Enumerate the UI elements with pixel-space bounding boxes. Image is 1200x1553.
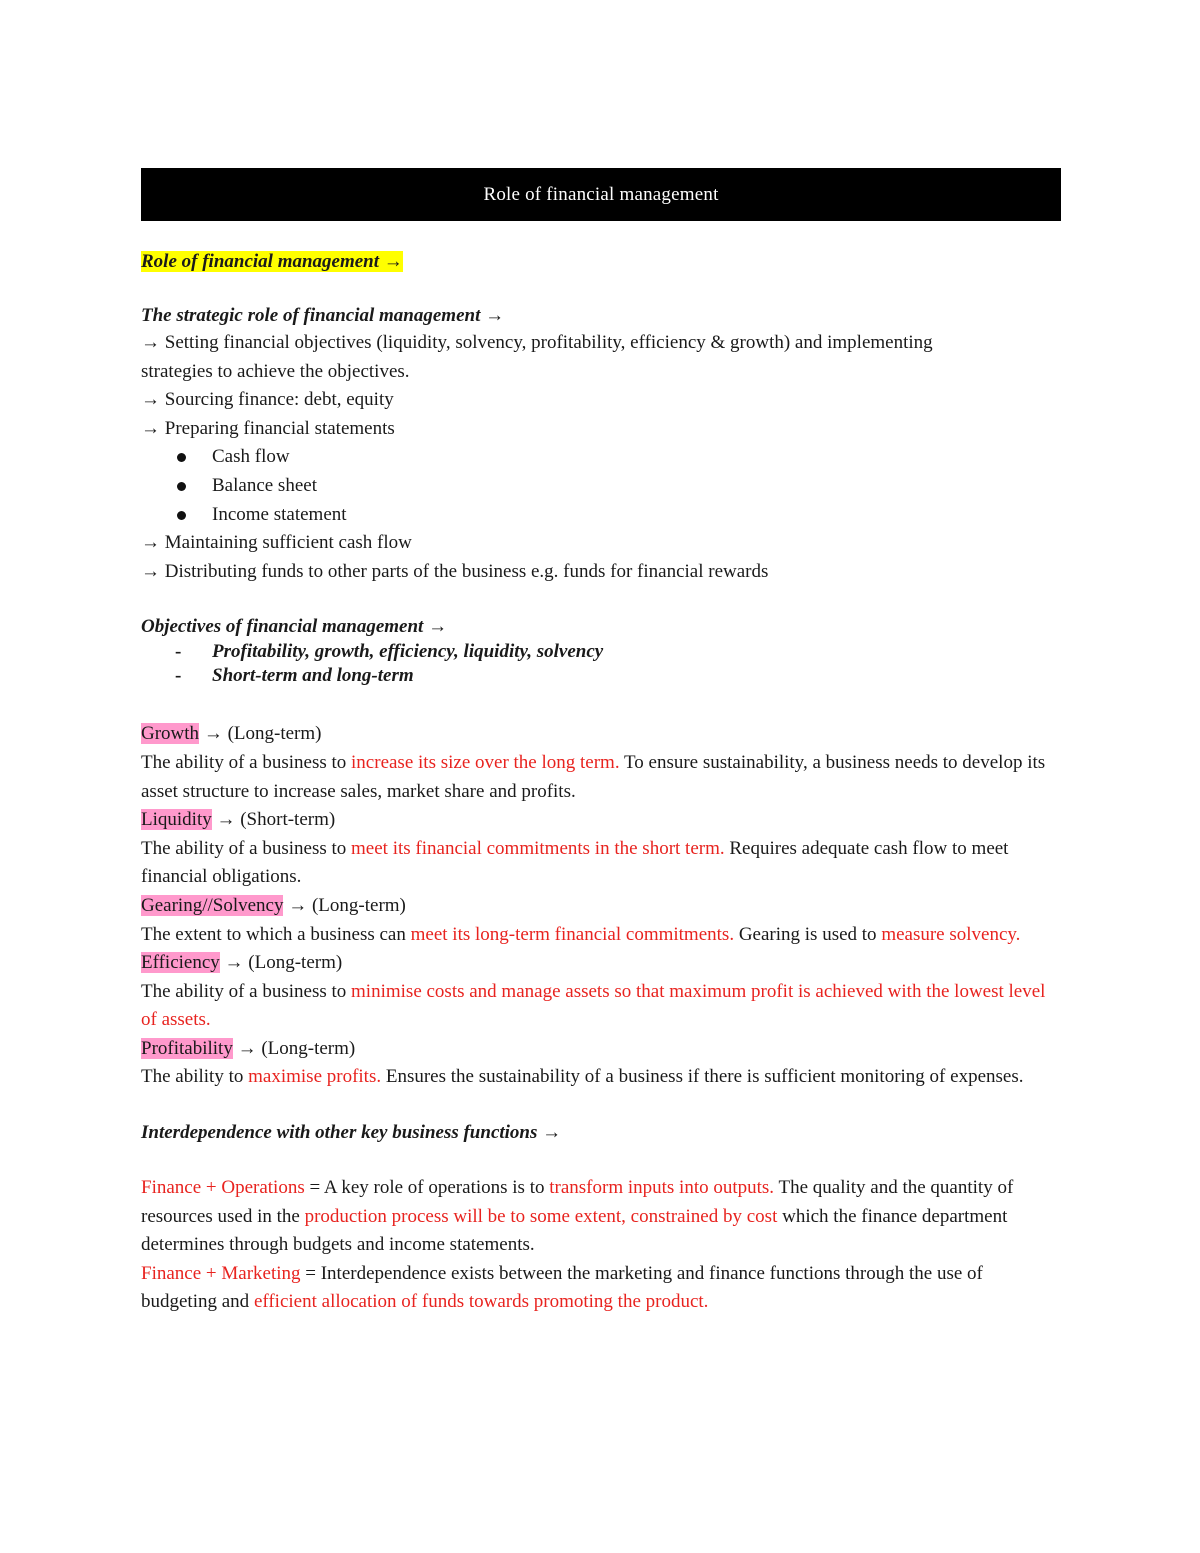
dash-icon: - bbox=[175, 641, 182, 663]
definition-emphasis: increase its size over the long term. bbox=[351, 751, 620, 773]
dash-icon: - bbox=[175, 665, 182, 687]
definition-emphasis: meet its financial commitments in the short term. bbox=[351, 837, 725, 859]
objectives-heading: Objectives of financial management → bbox=[141, 616, 448, 638]
profitability-term-line bbox=[141, 1035, 1061, 1064]
growth-term-line bbox=[141, 720, 1061, 749]
growth-term: Growth bbox=[141, 723, 200, 745]
definition-emphasis: maximise profits. bbox=[248, 1066, 382, 1088]
solvency-term-line bbox=[141, 892, 1061, 921]
efficiency-definition bbox=[141, 978, 1061, 1035]
paragraph-text: which the finance department determines through budgets and income statements. bbox=[141, 1205, 1008, 1256]
main-heading bbox=[141, 249, 1061, 275]
definition-text: Ensures the sustainability of a business if there is sufficient monitoring of expenses. bbox=[381, 1066, 1024, 1088]
list-item-text: Short-term and long-term bbox=[212, 665, 414, 687]
finance-marketing-label: Finance + Marketing bbox=[141, 1262, 301, 1284]
definition-emphasis: meet its long-term financial commitments. bbox=[410, 923, 735, 945]
strategic-line-2: → Sourcing finance: debt, equity bbox=[141, 389, 394, 411]
financial-statements-list bbox=[141, 443, 1061, 529]
growth-term-suffix: → (Long-term) bbox=[199, 723, 322, 745]
definition-text: To ensure sustainability, a business needs to develop its asset structure to increase sales, market share and profits. bbox=[141, 751, 1046, 802]
liquidity-term: Liquidity bbox=[141, 809, 212, 831]
objectives-list bbox=[141, 640, 1061, 688]
list-item-text: Profitability, growth, efficiency, liquidity, solvency bbox=[212, 641, 604, 663]
efficiency-term: Efficiency bbox=[141, 952, 220, 974]
definition-text: Requires adequate cash flow to meet financial obligations. bbox=[141, 837, 1009, 888]
definition-text: The extent to which a business can bbox=[141, 923, 411, 945]
document-page bbox=[141, 168, 1061, 1317]
list-item bbox=[141, 443, 1061, 472]
interdependence-heading: Interdependence with other key business functions → bbox=[141, 1122, 562, 1144]
finance-operations-paragraph bbox=[141, 1174, 1061, 1260]
definition-emphasis: minimise costs and manage assets so that maximum profit is achieved with the lowest level of assets. bbox=[141, 980, 1046, 1031]
list-item-text: Balance sheet bbox=[212, 474, 317, 496]
definition-emphasis: measure solvency. bbox=[881, 923, 1021, 945]
paragraph-text: = A key role of operations is to bbox=[304, 1177, 550, 1199]
definition-text: The ability of a business to bbox=[141, 751, 352, 773]
list-item-text: Income statement bbox=[212, 503, 347, 525]
solvency-definition bbox=[141, 921, 1061, 950]
list-item bbox=[141, 472, 1061, 501]
growth-definition bbox=[141, 749, 1061, 806]
list-item bbox=[141, 501, 1061, 530]
bullet-icon bbox=[177, 453, 186, 462]
paragraph-emphasis: efficient allocation of funds towards promoting the product. bbox=[253, 1291, 709, 1313]
strategic-heading: The strategic role of financial management → bbox=[141, 305, 505, 326]
strategic-line-4: → Maintaining sufficient cash flow bbox=[141, 532, 412, 554]
list-item-text: Cash flow bbox=[212, 446, 290, 468]
bullet-icon bbox=[177, 511, 186, 520]
list-item bbox=[141, 640, 1061, 664]
finance-operations-label: Finance + Operations bbox=[141, 1177, 305, 1199]
solvency-term-suffix: → (Long-term) bbox=[283, 894, 406, 916]
solvency-term: Gearing//Solvency bbox=[141, 894, 284, 916]
paragraph-emphasis: transform inputs into outputs. bbox=[549, 1177, 775, 1199]
definition-text: The ability of a business to bbox=[141, 980, 352, 1002]
finance-marketing-paragraph bbox=[141, 1260, 1061, 1317]
profitability-definition bbox=[141, 1063, 1061, 1092]
strategic-line-1a: → Setting financial objectives (liquidity, solvency, profitability, efficiency & growth) and implementing bbox=[141, 332, 933, 353]
liquidity-term-line bbox=[141, 806, 1061, 835]
main-heading-highlight: Role of financial management → bbox=[141, 251, 403, 272]
efficiency-term-line bbox=[141, 949, 1061, 978]
list-item bbox=[141, 664, 1061, 688]
paragraph-text: The quality and the quantity of resources used in the bbox=[141, 1177, 1014, 1227]
efficiency-term-suffix: → (Long-term) bbox=[219, 952, 343, 974]
strategic-line-5: → Distributing funds to other parts of the business e.g. funds for financial rewards bbox=[141, 560, 769, 582]
bullet-icon bbox=[177, 482, 186, 491]
profitability-term: Profitability bbox=[141, 1037, 233, 1059]
paragraph-text: = Interdependence exists between the marketing and finance functions through the use of budgeting and bbox=[141, 1262, 983, 1313]
liquidity-term-suffix: → (Short-term) bbox=[211, 809, 336, 831]
paragraph-emphasis: production process will be to some extent, constrained by cost bbox=[304, 1205, 778, 1227]
liquidity-definition bbox=[141, 835, 1061, 892]
definition-text: The ability of a business to bbox=[141, 837, 352, 859]
strategic-line-1b: strategies to achieve the objectives. bbox=[141, 360, 410, 382]
definition-text: The ability to bbox=[141, 1066, 249, 1088]
definition-text: Gearing is used to bbox=[734, 923, 882, 945]
profitability-term-suffix: → (Long-term) bbox=[232, 1037, 356, 1059]
title-bar: Role of financial management bbox=[141, 168, 1061, 221]
document-body bbox=[141, 249, 1061, 1317]
strategic-line-3: → Preparing financial statements bbox=[141, 417, 395, 439]
